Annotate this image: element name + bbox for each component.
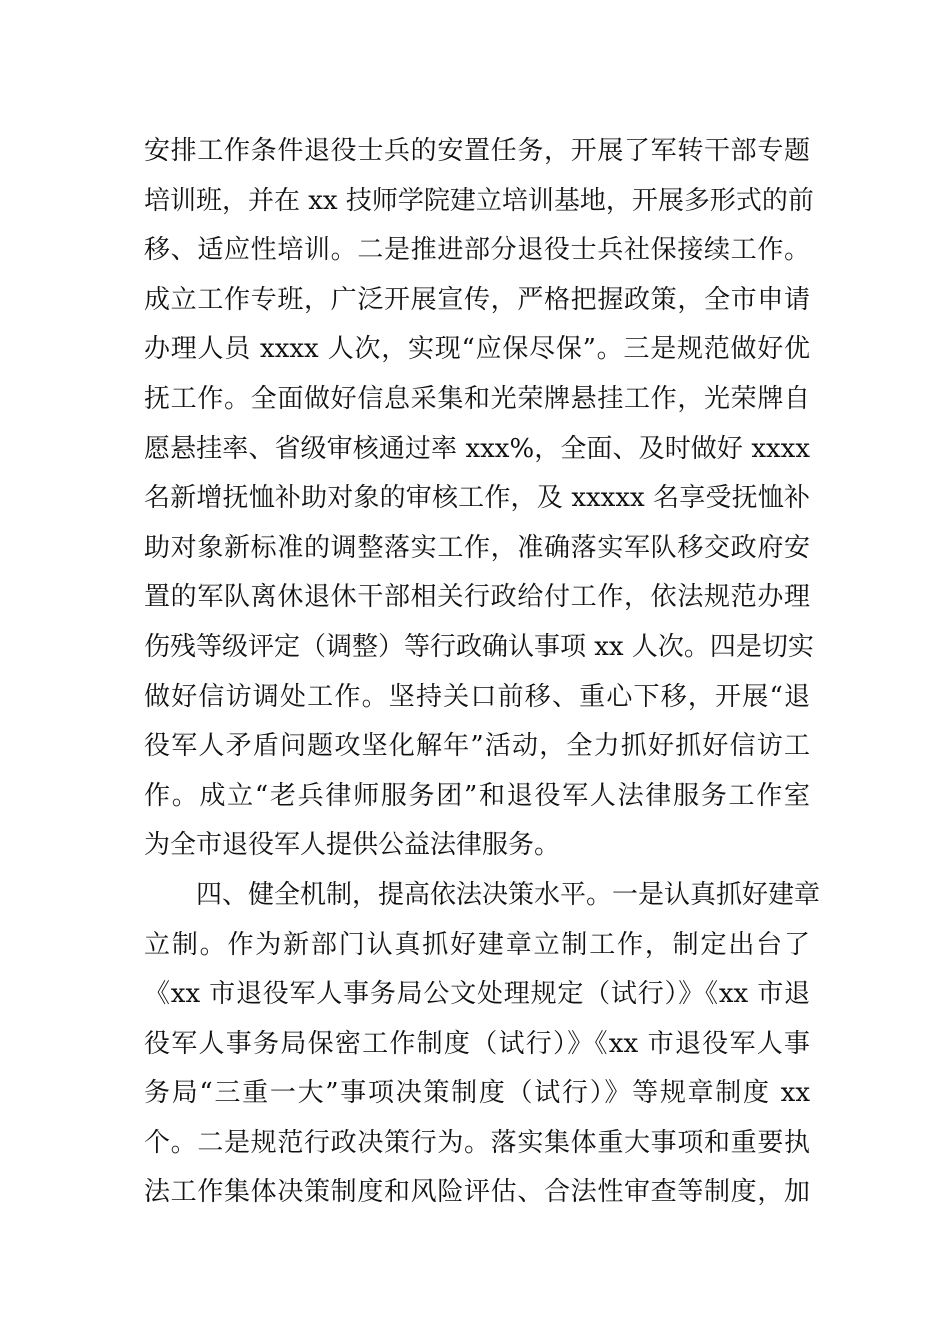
text-line: 安排工作条件退役士兵的安置任务，开展了军转干部专题 bbox=[144, 136, 810, 166]
text-line: 愿悬挂率、省级审核通过率 xxx%，全面、及时做好 xxxx bbox=[144, 433, 810, 464]
text-line: 培训班，并在 xx 技师学院建立培训基地，开展多形式的前 bbox=[144, 185, 814, 216]
text-line: 立制。作为新部门认真抓好建章立制工作，制定出台了 bbox=[144, 929, 810, 960]
text-line: 务局“三重一大”事项决策制度（试行）》等规章制度 xx bbox=[144, 1078, 810, 1109]
text-line: 移、适应性培训。二是推进部分退役士兵社保接续工作。 bbox=[144, 235, 810, 266]
text-line: 作。成立“老兵律师服务团”和退役军人法律服务工作室 bbox=[144, 780, 810, 811]
text-line: 伤残等级评定（调整）等行政确认事项 xx 人次。四是切实 bbox=[144, 631, 814, 662]
text-line: 个。二是规范行政决策行为。落实集体重大事项和重要执 bbox=[144, 1127, 810, 1158]
text-line: 成立工作专班，广泛开展宣传，严格把握政策，全市申请 bbox=[144, 284, 810, 315]
text-line: 置的军队离休退休干部相关行政给付工作，依法规范办理 bbox=[144, 582, 810, 613]
text-line: 《xx 市退役军人事务局公文处理规定（试行）》《xx 市退 bbox=[144, 979, 810, 1010]
text-line: 法工作集体决策制度和风险评估、合法性审查等制度，加 bbox=[144, 1177, 810, 1208]
text-line: 助对象新标准的调整落实工作，准确落实军队移交政府安 bbox=[144, 532, 810, 563]
section-heading-line: 四、健全机制，提高依法决策水平。一是认真抓好建章 bbox=[196, 879, 821, 910]
text-line: 做好信访调处工作。坚持关口前移、重心下移，开展“退 bbox=[144, 681, 810, 712]
text-line: 抚工作。全面做好信息采集和光荣牌悬挂工作，光荣牌自 bbox=[144, 383, 810, 414]
body-text bbox=[144, 127, 821, 1218]
text-line: 办理人员 xxxx 人次，实现“应保尽保”。三是规范做好优 bbox=[144, 334, 810, 365]
text-line: 役军人事务局保密工作制度（试行）》《xx 市退役军人事 bbox=[144, 1028, 810, 1059]
text-line: 役军人矛盾问题攻坚化解年”活动，全力抓好抓好信访工 bbox=[144, 731, 810, 762]
paragraph-end-line: 为全市退役军人提供公益法律服务。 bbox=[144, 830, 561, 861]
text-line: 名新增抚恤补助对象的审核工作，及 xxxxx 名享受抚恤补 bbox=[144, 483, 810, 514]
